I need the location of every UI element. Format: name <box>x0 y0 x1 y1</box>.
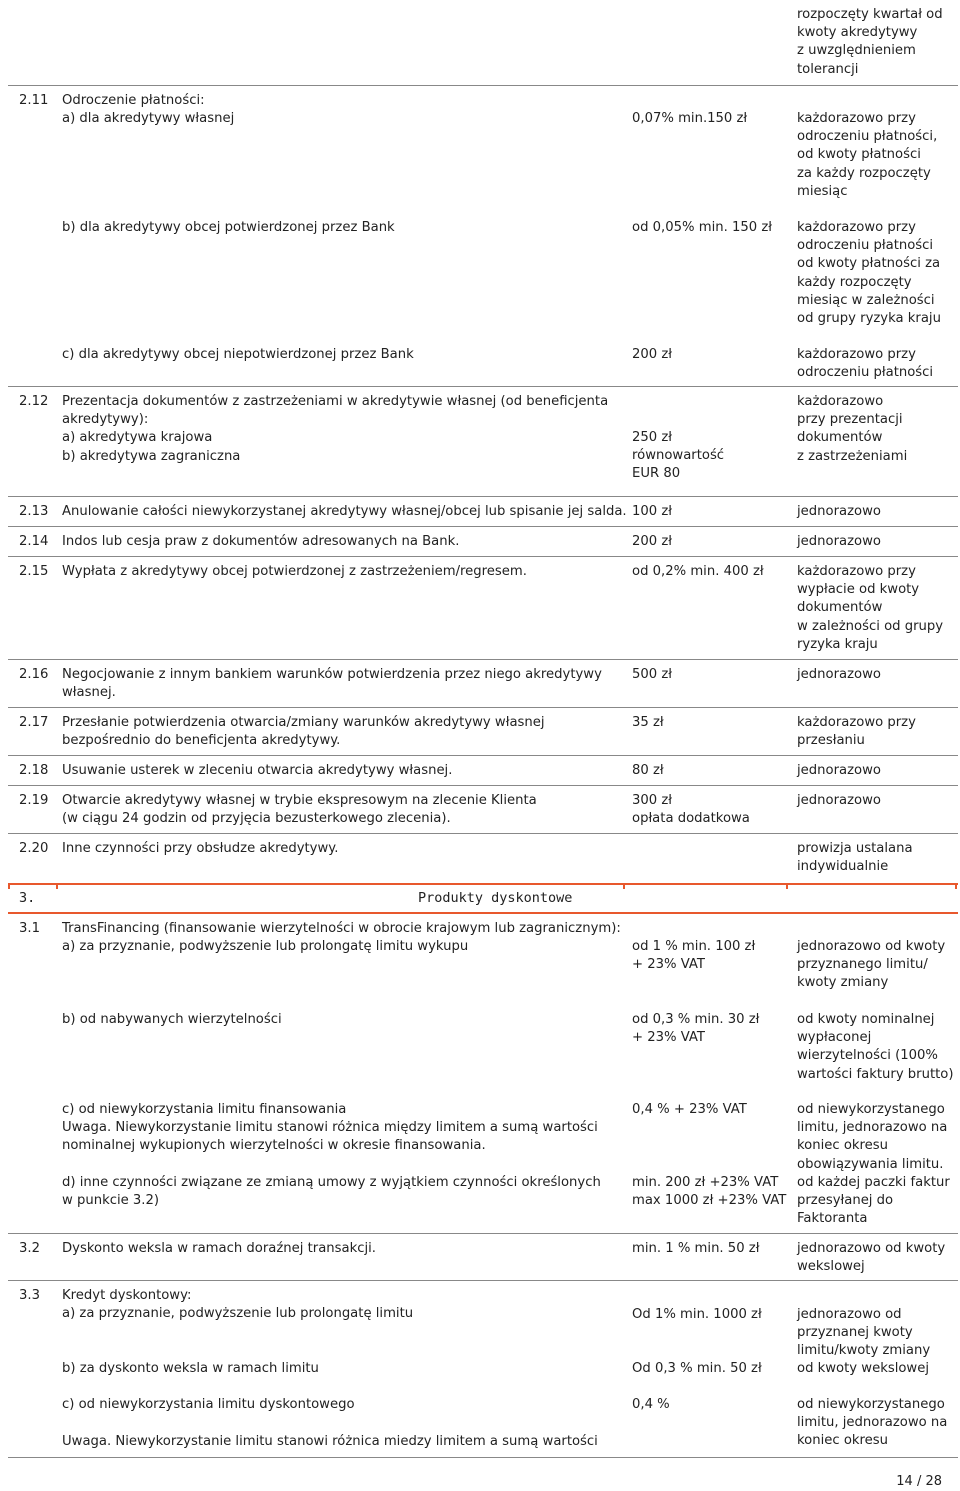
divider <box>8 556 958 557</box>
row-description: Prezentacja dokumentów z zastrzeżeniami w akredytywie własnej (od beneficjenta akredytywy): a) akredytywa krajowa b) akredytywa zagraniczna <box>62 394 609 464</box>
section-tick <box>56 884 58 889</box>
section-bar-top <box>8 883 958 885</box>
row-note: jednorazowo <box>797 667 881 682</box>
row-number: 2.17 <box>19 715 49 730</box>
row-number: 2.20 <box>19 841 49 856</box>
row-description: c) od niewykorzystania limitu dyskontowego <box>62 1397 355 1412</box>
row-description: Wypłata z akredytywy obcej potwierdzonej z zastrzeżeniem/regresem. <box>62 564 527 579</box>
row-number: 2.12 <box>19 394 49 409</box>
section-tick <box>955 884 957 889</box>
row-fee: 100 zł <box>632 504 673 519</box>
row-fee: od 1 % min. 100 zł + 23% VAT <box>632 939 756 973</box>
row-note: jednorazowo <box>797 534 881 549</box>
row-description: Usuwanie usterek w zleceniu otwarcia akredytywy własnej. <box>62 763 453 778</box>
section-bar-bottom <box>8 912 958 914</box>
divider <box>8 785 958 786</box>
row-fee: min. 1 % min. 50 zł <box>632 1241 760 1256</box>
row-fee: od 0,2% min. 400 zł <box>632 564 764 579</box>
row-fee: 500 zł <box>632 667 673 682</box>
row-note: jednorazowo od przyznanej kwoty limitu/kwoty zmiany <box>797 1307 931 1359</box>
divider <box>8 1457 958 1458</box>
section-title: Produkty dyskontowe <box>418 890 573 906</box>
row-description: Kredyt dyskontowy: a) za przyznanie, podwyższenie lub prolongatę limitu <box>62 1288 414 1322</box>
row-fee: 250 zł równowartość EUR 80 <box>632 430 725 482</box>
row-note: jednorazowo <box>797 504 881 519</box>
row-number: 3.3 <box>19 1288 40 1303</box>
row-description: Inne czynności przy obsłudze akredytywy. <box>62 841 339 856</box>
row-fee: 200 zł <box>632 347 673 362</box>
row-description: b) dla akredytywy obcej potwierdzonej przez Bank <box>62 220 395 235</box>
divider <box>8 496 958 497</box>
row-note: jednorazowo od kwoty wekslowej <box>797 1241 946 1275</box>
section-tick <box>786 884 788 889</box>
page-number: 14 / 28 <box>896 1474 942 1489</box>
row-number: 2.11 <box>19 93 49 108</box>
divider <box>8 833 958 834</box>
row-description: Uwaga. Niewykorzystanie limitu stanowi różnica miedzy limitem a sumą wartości <box>62 1434 598 1449</box>
row-note: od kwoty nominalnej wypłaconej wierzytelności (100% wartości faktury brutto) <box>797 1012 954 1082</box>
row-description: Dyskonto weksla w ramach doraźnej transakcji. <box>62 1241 376 1256</box>
row-description: Anulowanie całości niewykorzystanej akredytywy własnej/obcej lub spisanie jej salda. <box>62 504 627 519</box>
row-note: od niewykorzystanego limitu, jednorazowo na koniec okresu <box>797 1397 948 1449</box>
section-tick <box>8 884 10 889</box>
row-note: od kwoty wekslowej <box>797 1361 929 1376</box>
row-fee: 0,4 % + 23% VAT <box>632 1102 747 1117</box>
row-number: 2.19 <box>19 793 49 808</box>
row-description: d) inne czynności związane ze zmianą umowy z wyjątkiem czynności określonych w punkcie 3.2) <box>62 1175 601 1209</box>
divider <box>8 1280 958 1281</box>
row-fee: 200 zł <box>632 534 673 549</box>
row-number: 2.15 <box>19 564 49 579</box>
divider <box>8 1233 958 1234</box>
row-note: od każdej paczki faktur przesyłanej do Faktoranta <box>797 1175 950 1227</box>
row-note: prowizja ustalana indywidualnie <box>797 841 913 875</box>
row-note: każdorazowo przy odroczeniu płatności od kwoty płatności za każdy rozpoczęty miesiąc w zależności od grupy ryzyka kraju <box>797 220 941 327</box>
row-description: b) od nabywanych wierzytelności <box>62 1012 282 1027</box>
row-note: od niewykorzystanego limitu, jednorazowo na koniec okresu obowiązywania limitu. <box>797 1102 948 1172</box>
row-note: jednorazowo <box>797 793 881 808</box>
row-fee: 0,07% min.150 zł <box>632 111 748 126</box>
row-note: każdorazowo przy odroczeniu płatności <box>797 347 934 381</box>
row-fee: od 0,05% min. 150 zł <box>632 220 773 235</box>
row-number: 2.16 <box>19 667 49 682</box>
top-note: rozpoczęty kwartał od kwoty akredytywy z uwzględnieniem tolerancji <box>797 7 943 77</box>
row-description: Otwarcie akredytywy własnej w trybie ekspresowym na zlecenie Klienta (w ciągu 24 godzin od przyjęcia bezusterkowego zlecenia). <box>62 793 537 827</box>
row-note: każdorazowo przy odroczeniu płatności, od kwoty płatności za każdy rozpoczęty miesiąc <box>797 111 938 199</box>
row-description: Indos lub cesja praw z dokumentów adresowanych na Bank. <box>62 534 460 549</box>
row-fee: min. 200 zł +23% VAT max 1000 zł +23% VAT <box>632 1175 787 1209</box>
row-description: Przesłanie potwierdzenia otwarcia/zmiany warunków akredytywy własnej bezpośrednio do beneficjenta akredytywy. <box>62 715 545 749</box>
row-description: TransFinancing (finansowanie wierzytelności w obrocie krajowym lub zagranicznym): a) za przyznanie, podwyższenie lub prolongatę limitu wykupu <box>62 921 621 955</box>
row-fee: 35 zł <box>632 715 664 730</box>
divider <box>8 755 958 756</box>
row-description: Odroczenie płatności: <box>62 93 205 108</box>
row-description: c) dla akredytywy obcej niepotwierdzonej przez Bank <box>62 347 414 362</box>
row-description: c) od niewykorzystania limitu finansowania Uwaga. Niewykorzystanie limitu stanowi różnica między limitem a sumą wartości nominalnej wykupionych wierzytelności w okresie finansowania. <box>62 1102 598 1154</box>
row-number: 2.13 <box>19 504 49 519</box>
divider <box>8 386 958 387</box>
section-tick <box>623 884 625 889</box>
row-description: a) dla akredytywy własnej <box>62 111 235 126</box>
row-fee: 300 zł opłata dodatkowa <box>632 793 750 827</box>
row-note: jednorazowo od kwoty przyznanego limitu/ kwoty zmiany <box>797 939 946 991</box>
section-number: 3. <box>19 890 36 906</box>
row-number: 2.18 <box>19 763 49 778</box>
row-description: b) za dyskonto weksla w ramach limitu <box>62 1361 319 1376</box>
row-note: jednorazowo <box>797 763 881 778</box>
divider <box>8 659 958 660</box>
row-note: każdorazowo przy wypłacie od kwoty dokumentów w zależności od grupy ryzyka kraju <box>797 564 944 652</box>
row-note: każdorazowo przy prezentacji dokumentów z zastrzeżeniami <box>797 394 908 464</box>
divider <box>8 526 958 527</box>
row-fee: od 0,3 % min. 30 zł + 23% VAT <box>632 1012 760 1046</box>
row-description: Negocjowanie z innym bankiem warunków potwierdzenia przez niego akredytywy własnej. <box>62 667 602 701</box>
row-number: 3.2 <box>19 1241 40 1256</box>
row-number: 2.14 <box>19 534 49 549</box>
row-fee: 0,4 % <box>632 1397 670 1412</box>
divider <box>8 85 958 86</box>
divider <box>8 707 958 708</box>
row-fee: Od 1% min. 1000 zł <box>632 1307 762 1322</box>
row-number: 3.1 <box>19 921 40 936</box>
row-fee: Od 0,3 % min. 50 zł <box>632 1361 762 1376</box>
row-fee: 80 zł <box>632 763 664 778</box>
row-note: każdorazowo przy przesłaniu <box>797 715 916 749</box>
